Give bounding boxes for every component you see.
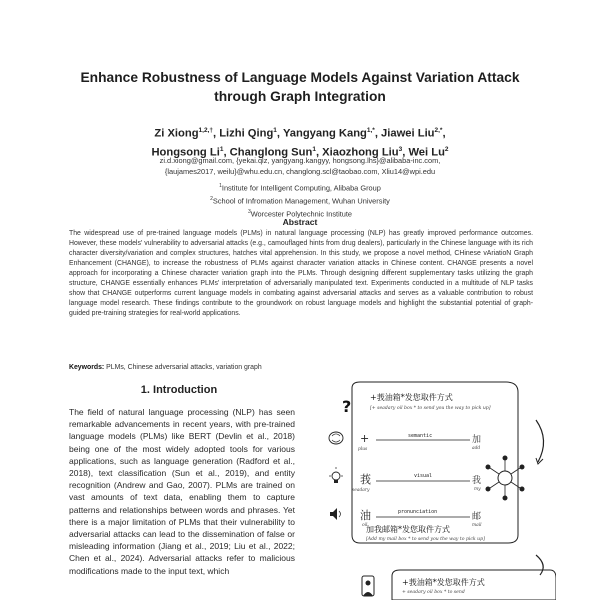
- bottom-banner-sub: [Add my mail box * to send you the way to pick up]: [366, 537, 485, 542]
- keywords-label: Keywords:: [69, 364, 105, 371]
- char-left-2-sub: seadary: [352, 488, 370, 493]
- top-banner-sub: [+ seadary oil box * to send you the way to pick up]: [370, 406, 491, 411]
- author-sup: 1,2,†: [198, 127, 213, 134]
- emails-line-1: zi.d.xiong@gmail.com, {yekai.qlz, yangyang.kangyy, hongsong.lhs}@alibaba-inc.com,: [159, 156, 441, 165]
- affiliation-text: School of Infromation Management, Wuhan University: [212, 196, 390, 206]
- char-right-1-sub: add: [472, 446, 481, 451]
- abstract-body: The widespread use of pre-trained language models (PLMs) in natural language processing (NLP) has greatly improved performance outcomes. However, these models' vulnerability to adversarial attacks (e.g., camouflaged hints from drug dealers), particularly in the Chinese language with its rich character diversity/variation and complex structures, hatches vital apprehension. In this study, we propose a novel method, CHinese vAriatioN Graph Enhancement (CHANGE), to increase the robustness of PLMs against character variation attacks in Chinese content. CHANGE presents a novel approach for incorporating a Chinese character variation graph into the PLMs. Through designing different supplementary tasks utilizing the graph structure, CHANGE essentially enhances PLMs' interpretation of adversarially manipulated text. Experiments conducted in a multitude of NLP tasks show that CHANGE outperforms current language models in combating against adversarial attacks and serves as a valuable contribution to robust language model research. These findings contribute to the groundwork on robust language models and highlight the substantial potential of graph-guided pre-training strategies for real-world applications.: [69, 230, 533, 317]
- char-right-1: 加: [472, 435, 482, 445]
- author-sup: 2,*: [434, 127, 443, 134]
- author-name: Wei Lu: [408, 146, 445, 159]
- phone-user-icon: [362, 576, 374, 596]
- author-sup: 2: [444, 145, 449, 153]
- char-right-2: 我: [472, 476, 482, 486]
- char-right-2-sub: my: [474, 487, 481, 492]
- curved-arrow-icon: [536, 420, 544, 462]
- figure-diagram: [322, 380, 556, 600]
- affiliation-sup: 1: [219, 183, 222, 189]
- title-line-2: through Graph Integration: [214, 89, 386, 104]
- authors-line-2: Hongsong Li$^1$, Changlong Sun$^1$, Xiaozhong Liu$^3$, Wei Lu$^2$: [151, 145, 449, 159]
- affiliation-text: Worcester Polytechnic Institute: [250, 209, 353, 219]
- authors-line-1: Zi Xiong$^{1,2,\dagger}$, Lizhi Qing$^1$, Yangyang Kang$^{1,*}$, Jiawei Liu$^{2,*}$,: [154, 127, 446, 140]
- title-line-1: Enhance Robustness of Language Models Against Variation Attack: [80, 70, 520, 85]
- char-right-3-sub: mail: [472, 523, 482, 528]
- figure-1: [322, 380, 556, 600]
- char-left-2: 莪: [360, 473, 371, 486]
- author-name: Zi Xiong: [154, 127, 199, 140]
- relation-visual: visual: [414, 473, 433, 479]
- affiliation-text: Institute for Intelligent Computing, Alibaba Group: [221, 183, 381, 193]
- relation-semantic: semantic: [408, 433, 433, 439]
- char-left-1: +: [360, 432, 370, 445]
- paper-title: [40, 68, 560, 106]
- speaker-icon: [330, 508, 341, 520]
- author-sup: 1: [312, 145, 316, 153]
- lightbulb-icon: [329, 467, 343, 483]
- graph-network-icon: [486, 456, 525, 501]
- affiliation-sup: 2: [210, 196, 213, 203]
- author-name: Hongsong Li: [151, 146, 220, 159]
- author-name: Jiawei Liu: [381, 127, 435, 140]
- author-name: Changlong Sun: [229, 146, 313, 159]
- author-sup: 1: [219, 145, 224, 153]
- lower-banner: +莪油箱*发您取件方式: [402, 578, 485, 587]
- char-left-1-sub: plus: [358, 447, 368, 452]
- affiliation: [40, 181, 560, 194]
- author-name: Yangyang Kang: [282, 127, 367, 140]
- abstract-heading: Abstract: [282, 217, 318, 227]
- emails-line-2: {laujames2017, weilu}@whu.edu.cn, changlong.scl@taobao.com, Xliu14@wpi.edu: [164, 166, 436, 176]
- keywords-text: PLMs, Chinese adversarial attacks, variation graph: [106, 364, 262, 371]
- lower-banner-sub: + seadary oil box * to send: [402, 590, 465, 595]
- author-name: Lizhi Qing: [219, 127, 274, 140]
- char-left-3-sub: oil: [362, 523, 368, 528]
- author-emails: [40, 156, 560, 177]
- affiliation: [40, 194, 560, 207]
- author-list: [40, 123, 560, 160]
- question-mark-icon: ?: [342, 397, 352, 416]
- char-right-3: 邮: [472, 512, 482, 522]
- top-banner: +莪油箱*发您取件方式: [370, 393, 453, 402]
- author-sup: 1: [273, 127, 277, 134]
- brain-icon: [329, 432, 343, 444]
- bottom-banner: 加我邮箱*发您取件方式: [366, 525, 450, 534]
- keywords: [69, 364, 533, 371]
- author-sup: 1,*: [366, 127, 375, 134]
- section-heading: 1. Introduction: [140, 384, 218, 396]
- char-left-3: 油: [360, 509, 371, 522]
- author-name: Xiaozhong Liu: [322, 146, 399, 159]
- author-sup: 3: [398, 145, 403, 153]
- affiliation-sup: 3: [247, 209, 251, 216]
- intro-paragraph: The field of natural language processing (NLP) has seen remarkable advancements in recent years, with pre-trained language models (PLMs) like BERT (Devlin et al., 2018) being one of the most widely adopted tools for various applications, such as language generation (Radford et al., 2018), text classification (Sun et al., 2019), and entity recognition (Andrew and Gao, 2007). PLMs are trained on vast amounts of text data, enabling them to capture patterns and relationships between words and phrases. Yet there is a major limitation of PLMs that their vulnerability to adversarial attacks can lead to the dissemination of false or misleading information (Jiang et al., 2019; Liu et al., 2022; Chen et al., 2024). Adversarial attacks refer to malicious modifications made to the input text, which: [69, 407, 295, 576]
- affiliations: [40, 181, 560, 220]
- curved-arrow-icon: [536, 555, 543, 575]
- relation-pronunciation: pronunciation: [398, 509, 438, 515]
